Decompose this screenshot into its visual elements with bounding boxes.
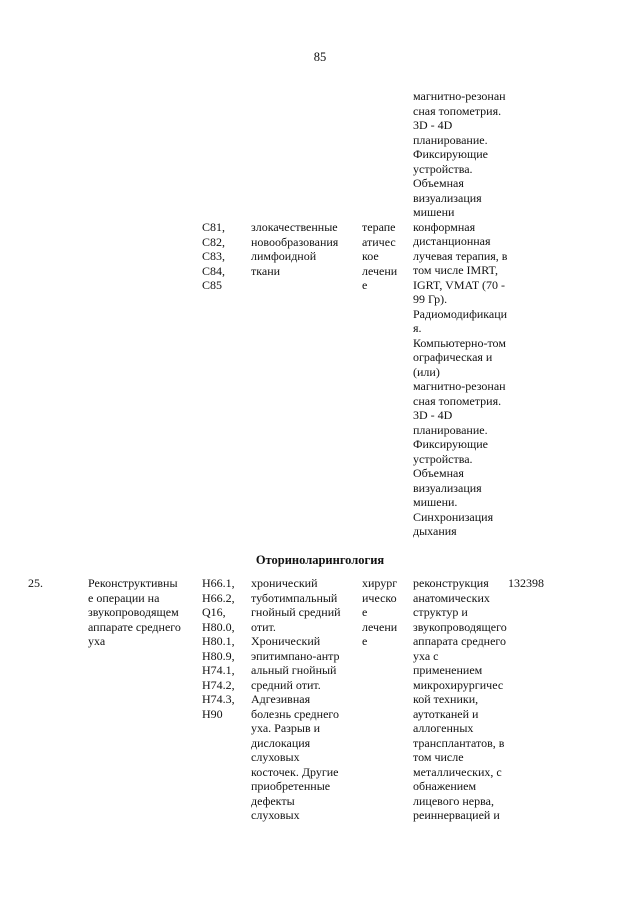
treatment-method: реконструкция анатомических структур и звукопроводящего аппарата среднего уха с применением микрохирургичес кой техники, аутотканей и аллогенных трансплантатов, в том числе металлических, с обнажением лицевого нерва, реиннервацией и (413, 576, 507, 822)
procedure-name: Реконструктивны е операции на звукопроводящем аппарате среднего уха (88, 576, 181, 648)
page-number: 85 (313, 50, 327, 64)
row-number: 25. (28, 576, 43, 590)
diagnosis-text: злокачественные новообразования лимфоидной ткани (251, 220, 339, 278)
treatment-type: хирург ическо е лечени е (362, 576, 398, 648)
diagnosis-text: хронический туботимпальный гнойный средний отит. Хронический эпитимпано-антр альный гнойный средний отит. Адгезивная болезнь среднего уха. Разрыв и дислокация слуховых косточек. Другие приобретенные дефекты слуховых (251, 576, 341, 822)
treatment-type: терапе атичес кое лечени е (362, 220, 398, 292)
treatment-method: магнитно-резонан сная топометрия. 3D - 4D планирование. Фиксирующие устройства. Объемная визуализация мишени конформная дистанционная лучевая терапия, в том числе IMRT, IGRT, VMAT (70 - 99 Гр). Радиомодификаци я. Компьютерно-том ографическая и (или) магнитно-резонан сная топометрия. 3D - 4D планирование. Фиксирующие устройства. Объемная визуализация мишени. Синхронизация дыхания (413, 89, 508, 538)
icd-codes: C81, C82, C83, C84, C85 (202, 220, 226, 292)
price-value: 132398 (508, 576, 544, 590)
section-heading: Оториноларингология (255, 553, 385, 567)
icd-codes: H66.1, H66.2, Q16, H80.0, H80.1, H80.9, H74.1, H74.2, H74.3, H90 (202, 576, 235, 721)
